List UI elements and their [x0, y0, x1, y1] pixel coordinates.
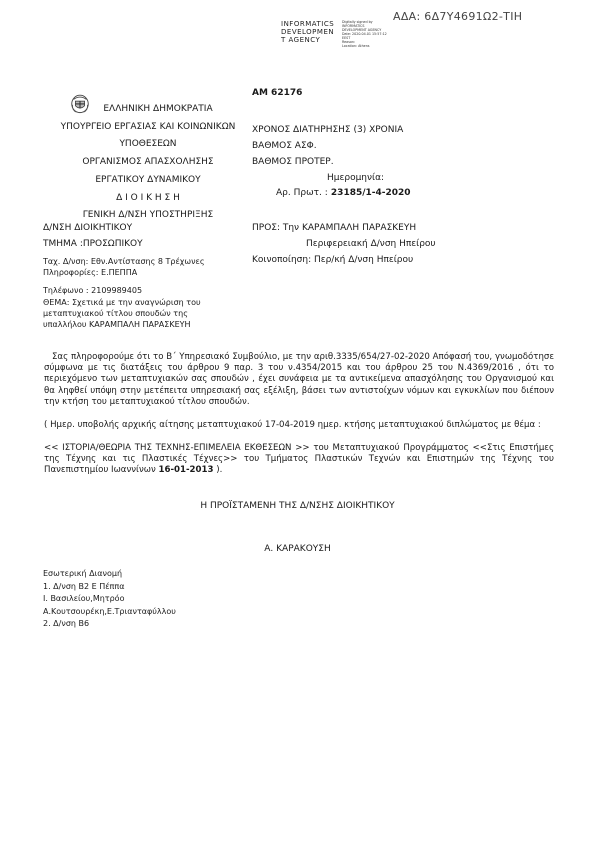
org-line-ministry-cont: ΥΠΟΘΕΣΕΩΝ — [119, 139, 177, 149]
signature-info-line: DEVELOPMENT AGENCY — [342, 28, 382, 32]
recipient-to-sub: Περιφερειακή Δ/νση Ηπείρου — [306, 239, 436, 249]
thesis-prefix: << ΙΣΤΟΡΙΑ/ΘΕΩΡΙΑ ΤΗΣ ΤΕΧΝΗΣ-ΕΠΙΜΕΛΕΙΑ ΕΚΘΕΣΕΩΝ >> του Μεταπτυχιακού Προγράμματος <<Στις Επιστήμες της Τέχνης και τις Πλαστικές Τέχνες>> του Τμήματος Πλαστικών Τεχνών και Επιστημών της Τέχνης του Πανεπιστημίου Ιωαννίνων — [44, 443, 554, 476]
thesis-suffix: ). — [213, 465, 223, 476]
contact-phone: Τηλέφωνο : 2109989405 — [43, 286, 143, 295]
contact-info: Πληροφορίες: Ε.ΠΕΠΠΑ — [43, 268, 138, 277]
distribution-item: 1. Δ/νση Β2 Ε Πέππα — [43, 581, 125, 591]
application-date-note: ( Ημερ. υποβολής αρχικής αίτησης μεταπτυχιακού 17-04-2019 ημερ. κτήσης μεταπτυχιακού διπλώματος με θέμα : — [44, 420, 541, 430]
distribution-title: Εσωτερική Διανομή — [43, 569, 123, 578]
signatory-name: Α. ΚΑΡΑΚΟΥΣΗ — [264, 544, 331, 554]
org-line-general-directorate: ΓΕΝΙΚΗ Δ/ΝΣΗ ΥΠΟΣΤΗΡΙΞΗΣ — [82, 210, 214, 220]
thesis-date: 16-01-2013 — [158, 465, 214, 476]
internal-distribution — [43, 568, 176, 631]
signature-info-line: Digitally signed by — [342, 20, 373, 24]
department-line: ΤΜΗΜΑ :ΠΡΟΣΩΠΙΚΟΥ — [43, 239, 143, 249]
contact-address: Ταχ. Δ/νση: Εθν.Αντίστασης 8 Τρέχωνες — [43, 257, 205, 266]
protocol-number — [276, 187, 411, 199]
thesis-details — [44, 443, 554, 477]
distribution-item: Ι. Βασιλείου,Μητρόο — [43, 594, 125, 603]
org-line-organization: ΟΡΓΑΝΙΣΜΟΣ ΑΠΑΣΧΟΛΗΣΗΣ — [82, 157, 214, 167]
signature-info-line: EEST — [342, 36, 351, 40]
org-line-labour: ΕΡΓΑΤΙΚΟΥ ΔΥΝΑΜΙΚΟΥ — [95, 175, 201, 185]
signature-info-line: Reason: — [342, 40, 356, 44]
distribution-item: 2. Δ/νση Β6 — [43, 619, 90, 628]
recipient-cc: Κοινοποίηση: Περ/κή Δ/νση Ηπείρου — [252, 255, 414, 265]
retention-period: ΧΡΟΝΟΣ ΔΙΑΤΗΡΗΣΗΣ (3) ΧΡΟΝΙΑ — [252, 125, 404, 135]
signatory-role: Η ΠΡΟΪΣΤΑΜΕΝΗ ΤΗΣ Δ/ΝΣΗΣ ΔΙΟΙΚΗΤΙΚΟΥ — [200, 501, 395, 511]
agency-logo — [281, 20, 334, 44]
agency-logo-line: T AGENCY — [281, 36, 321, 44]
subject — [43, 297, 201, 330]
org-line-administration: Δ Ι Ο Ι Κ Η Σ Η — [116, 193, 180, 203]
protocol-value: 23185/1-4-2020 — [327, 188, 411, 198]
am-number: ΑΜ 62176 — [252, 88, 303, 98]
signature-info-line: Location: Athens — [342, 44, 370, 48]
security-level: ΒΑΘΜΟΣ ΑΣΦ. — [252, 141, 317, 151]
ada-stamp: ΑΔΑ: 6Δ7Υ4691Ω2-ΤΙΗ — [393, 10, 523, 23]
agency-logo-line: INFORMATICS — [281, 20, 335, 28]
org-line-ministry: ΥΠΟΥΡΓΕΙΟ ΕΡΓΑΣΙΑΣ ΚΑΙ ΚΟΙΝΩΝΙΚΩΝ — [60, 122, 236, 132]
org-line-republic: ΕΛΛΗΝΙΚΗ ΔΗΜΟΚΡΑΤΙΑ — [103, 104, 213, 114]
org-header — [43, 103, 253, 221]
distribution-item: Α.Κουτσουρέκη,Ε.Τριανταφύλλου — [43, 606, 176, 616]
digital-signature-block — [342, 20, 387, 48]
subject-line: ΘΕΜΑ: Σχετικά με την αναγνώριση του — [43, 298, 201, 307]
body-paragraph: Σας πληροφορούμε ότι το Β΄ Υπηρεσιακό Συμβούλιο, με την αριθ.3335/654/27-02-2020 Απόφασή του, γνωμοδότησε σύμφωνα με τις διατάξεις του άρθρου 9 παρ. 3 του ν.4354/2015 και του άρθρου 25 του Ν.4369/2016 , ότι το περιεχόμενο των μεταπτυχιακών σας σπουδών , έχει συνάφεια με τα αντικείμενα απασχόλησης του Οργανισμού και θα ληφθεί υπόψη στην μετέπειτα υπηρεσιακή σας εξέλιξη, βάσει των αντιστοίχων νόμων και εγκυκλίων που διέπουν την κτήση του μεταπτυχιακού τίτλου σπουδών. — [44, 352, 554, 407]
priority-level: ΒΑΘΜΟΣ ΠΡΟΤΕΡ. — [252, 157, 334, 167]
protocol-label: Αρ. Πρωτ. : — [276, 188, 328, 198]
date-label: Ημερομηνία: — [327, 173, 385, 183]
directorate-line: Δ/ΝΣΗ ΔΙΟΙΚΗΤΙΚΟΥ — [43, 223, 133, 233]
subject-line: μεταπτυχιακού τίτλου σπουδών της — [43, 309, 188, 318]
recipient-to: ΠΡΟΣ: Την ΚΑΡΑΜΠΑΛΗ ΠΑΡΑΣΚΕΥΗ — [252, 223, 417, 233]
subject-line: υπαλλήλου ΚΑΡΑΜΠΑΛΗ ΠΑΡΑΣΚΕΥΗ — [43, 320, 191, 329]
signature-info-line: Date: 2020.04.01 15:57:12 — [342, 32, 387, 36]
signature-info-line: INFORMATICS — [342, 24, 365, 28]
agency-logo-line: DEVELOPMEN — [281, 28, 335, 36]
